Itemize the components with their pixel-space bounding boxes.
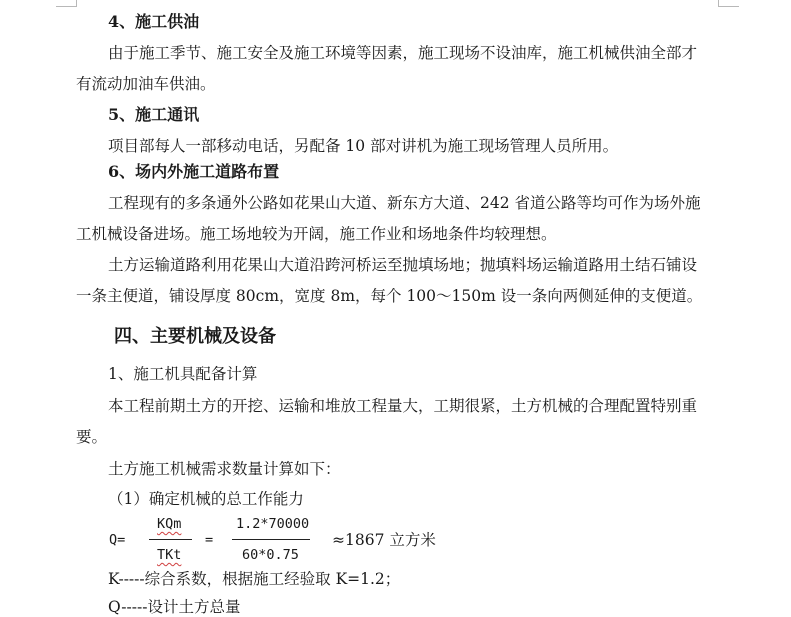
section-6-para-1-line-1: 工程现有的多条通外公路如花果山大道、新东方大道、242 省道公路等均可作为场外施	[108, 194, 701, 212]
formula-fraction-2-bar	[232, 539, 310, 540]
formula-fraction-2-denominator: 60*0.75	[242, 547, 299, 563]
chapter-4-heading: 四、主要机械及设备	[114, 326, 276, 347]
formula-fraction-2-numerator: 1.2*70000	[236, 516, 310, 532]
section-4-body-line-1: 由于施工季节、施工安全及施工环境等因素，施工现场不设油库，施工机械供油全部才	[108, 44, 698, 62]
section-6-heading: 6、场内外施工道路布置	[108, 162, 280, 181]
formula-equals: =	[205, 532, 214, 548]
chapter-4-para-1-line-2: 要。	[76, 428, 108, 446]
section-4-heading: 4、施工供油	[108, 12, 200, 31]
formula-lhs: Q=	[109, 532, 126, 548]
section-4-body-line-2: 有流动加油车供油。	[76, 75, 216, 93]
margin-corner-mark-left	[56, 0, 77, 7]
formula-fraction-1-bar	[149, 539, 192, 540]
chapter-4-subheading-1: 1、施工机具配备计算	[108, 365, 258, 383]
chapter-4-item-1: （1）确定机械的总工作能力	[108, 490, 304, 508]
section-6-para-1-line-2: 工机械设备进场。施工场地较为开阔，施工作业和场地条件均较理想。	[76, 225, 557, 243]
formula-fraction-1-denominator: TKt	[157, 547, 182, 563]
margin-corner-mark-right	[718, 0, 739, 7]
formula-fraction-1-numerator: KQm	[157, 516, 182, 532]
k-definition: K-----综合系数，根据施工经验取 K=1.2；	[108, 570, 401, 588]
section-6-para-2-line-2: 一条主便道，铺设厚度 80cm，宽度 8m，每个 100～150m 设一条向两侧延伸的支便道。	[76, 287, 703, 305]
section-6-para-2-line-1: 土方运输道路利用花果山大道沿跨河桥运至抛填场地；抛填料场运输道路用土结石铺设	[108, 256, 698, 274]
cut-off-line: Q-----设计土方总量	[108, 598, 241, 616]
chapter-4-para-1-line-1: 本工程前期土方的开挖、运输和堆放工程量大，工期很紧，土方机械的合理配置特别重	[108, 397, 698, 415]
section-5-body: 项目部每人一部移动电话，另配备 10 部对讲机为施工现场管理人员所用。	[108, 137, 619, 155]
section-5-heading: 5、施工通讯	[108, 105, 200, 124]
chapter-4-para-2: 土方施工机械需求数量计算如下：	[108, 460, 341, 478]
formula-result: ≈1867 立方米	[332, 531, 436, 549]
